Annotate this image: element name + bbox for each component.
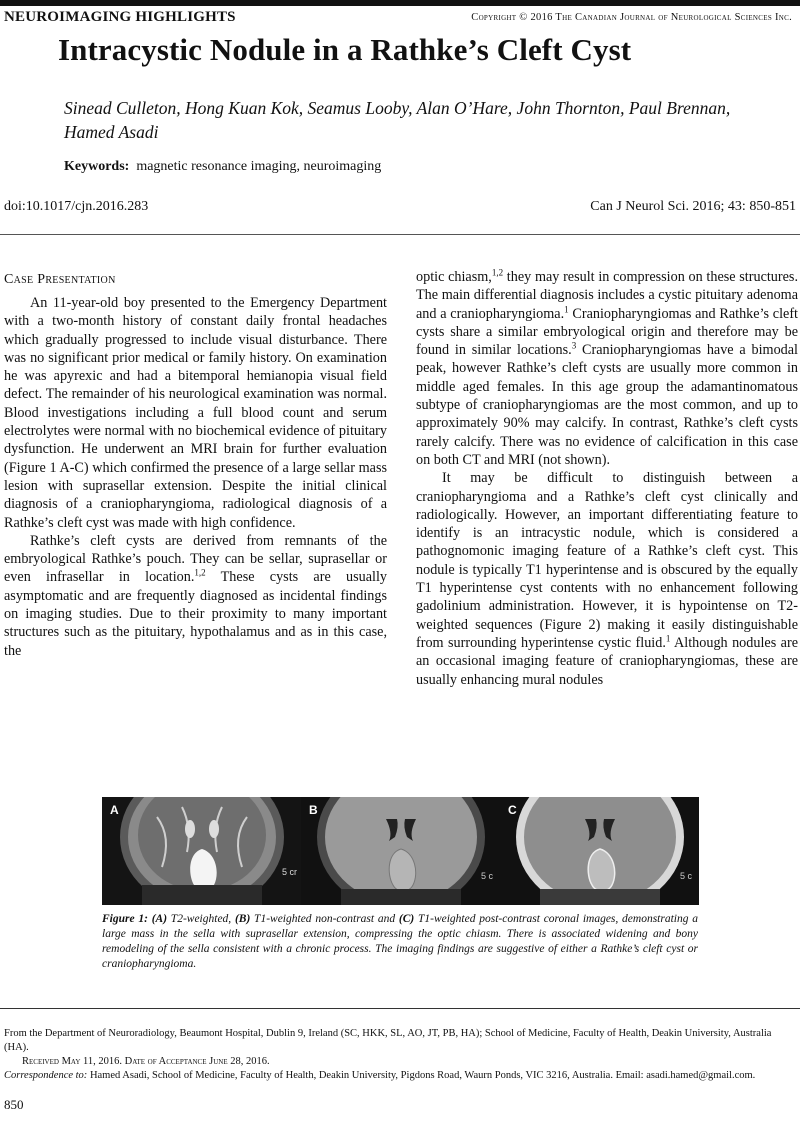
caption-ref-a: (A) [151,913,168,925]
citation-ref[interactable]: 1,2 [194,567,206,578]
right-column [416,268,798,689]
left-column [4,268,387,660]
figure-1 [102,797,698,907]
doi-link[interactable]: doi:10.1017/cjn.2016.283 [4,199,149,214]
citation-ref[interactable]: 1 [564,303,569,314]
affiliation-note: From the Department of Neuroradiology, Beaumont Hospital, Dublin 9, Ireland (SC, HKK, SL, AO, JT, PB, HA); School of Medicine, Faculty of Health, Deakin University, Australia (HA). [4,1028,772,1053]
svg-text:5 c: 5 c [481,871,494,881]
section-heading: Case Presentation [4,272,116,287]
mri-t1-image [301,797,500,905]
caption-text-a: T2-weighted, [167,913,235,925]
correspondence-note [4,1069,798,1083]
paragraph-2-text-a: Rathke’s cleft cysts are derived from remnants of the embryological Rathke’s pouch. They can be sellar, suprasellar or even infrasellar in location. [4,532,387,586]
paragraph-4-text-b: Although nodules are an occasional imaging feature of craniopharyngiomas, these are usually enhancing mural nodules [416,634,798,688]
figure-caption [102,912,698,972]
caption-text-c: T1-weighted post-contrast coronal images, demonstrating a large mass in the sella with suprasellar extension, compressing the optic chiasm. There is associated widening and bony remodeling of the sella consistent with a chronic process. The imaging findings are suggestive of either a Rathke’s cleft cyst or craniopharyngioma. [102,913,698,970]
caption-ref-c: (C) [398,913,415,925]
svg-text:5 cr: 5 cr [282,867,298,877]
article-title: Intracystic Nodule in a Rathke’s Cleft Cyst [58,32,632,67]
paragraph-2-text-b: These cysts are usually asymptomatic and are frequently diagnosed as incidental findings on imaging studies. Due to their proximity to many important structures such as the pituitary, hypothalamus and as in this case, the [4,569,387,659]
mri-t2-image [102,797,301,905]
paragraph-1 [4,294,387,532]
keywords-label: Keywords: [64,159,130,174]
panel-label-b: B [309,803,318,817]
paragraph-3 [416,268,798,469]
paragraph-3-text-c: Craniopharyngiomas and Rathke’s cleft cysts share a similar embryological origin and therefore may be found in similar locations. [416,305,798,359]
section-tag: NEUROIMAGING HIGHLIGHTS [4,9,236,25]
paragraph-3-text-a: optic chiasm, [416,269,492,285]
caption-text-b: T1-weighted non-contrast and [250,913,399,925]
header-divider [0,234,800,235]
citation-ref[interactable]: 1 [665,633,671,644]
mri-panel-c [500,797,699,905]
mri-t1-contrast-image [500,797,699,905]
authors-line-2: Hamed Asadi [64,122,159,142]
footer-divider [0,1008,800,1009]
citation: Can J Neurol Sci. 2016; 43: 850-851 [590,199,796,214]
keywords-value: magnetic resonance imaging, neuroimaging [136,159,382,174]
footnotes [4,1027,798,1083]
paragraph-3-text-d: Craniopharyngiomas have a bimodal peak, however Rathke’s cleft cysts are usually more common in middle aged females. In this age group the adamantinomatous subtype of craniopharyngiomas are the most common, and up to approximately 90% may calcify. In contrast, Rathke’s cleft cysts rarely calcify. There was no evidence of calcification in this case on both CT and MRI (not shown). [416,342,798,468]
copyright-notice: Copyright © 2016 The Canadian Journal of Neurological Sciences Inc. [471,12,792,23]
correspondence-label: Correspondence to: [4,1070,88,1081]
caption-label: Figure 1: [102,913,148,925]
paragraph-3-text-b: they may result in compression on these structures. The main differential diagnosis includes a cystic pituitary adenoma and a craniopharyngioma. [416,269,798,322]
panel-label-a: A [110,803,119,817]
paragraph-1-text: An 11-year-old boy presented to the Emergency Department with a two-month history of constant daily frontal headaches which gradually progressed to include visual disturbance. There was no significant prior medical or family history. On examination he was apyrexic and had a bitemporal hemianopia visual field defect. The remainder of his neurological examination was normal. Blood investigations including a full blood count and serum electrolytes were normal with no biochemical evidence of pituitary dysfunction. He underwent an MRI brain for further evaluation (Figure 1 A-C) which confirmed the presence of a large sellar mass lesion with suprasellar extension. Despite the initial clinical diagnosis of a craniopharyngioma, radiological diagnosis of a Rathke’s cleft cyst was made with high confidence. [4,295,387,531]
authors-line-1: Sinead Culleton, Hong Kuan Kok, Seamus Looby, Alan O’Hare, John Thornton, Paul Brennan, [64,98,731,118]
author-list [64,96,784,144]
page-number: 850 [4,1097,24,1112]
keywords [64,159,381,175]
mri-panel-b [301,797,500,905]
caption-ref-b: (B) [234,913,251,925]
paragraph-4 [416,469,798,689]
mri-panel-a [102,797,301,905]
top-rule [0,0,800,6]
paragraph-4-text-a: It may be difficult to distinguish between a craniopharyngioma and a Rathke’s cleft cyst clinically and radiologically. However, an important differentiating feature to identify is an intracystic nodule, which is considered a pathognomonic imaging feature of a Rathke’s cleft cyst. This nodule is typically T1 hyperintense and is obscured by the equally T1 hyperintense cyst contents with no enhancement following gadolinium administration. However, it is hypointense on T2-weighted sequences (Figure 2) making it easily distinguishable from surrounding hyperintense cystic fluid. [416,470,798,651]
svg-text:5 c: 5 c [680,871,693,881]
citation-ref[interactable]: 1,2 [491,267,504,278]
correspondence-text: Hamed Asadi, School of Medicine, Faculty of Health, Deakin University, Pigdons Road, Waurn Ponds, VIC 3216, Australia. Email: asadi.hamed@gmail.com. [87,1070,756,1081]
received-note: Received May 11, 2016. Date of Acceptance June 28, 2016. [22,1056,270,1067]
citation-ref[interactable]: 3 [571,340,577,351]
paragraph-2 [4,532,387,660]
panel-label-c: C [508,803,517,817]
